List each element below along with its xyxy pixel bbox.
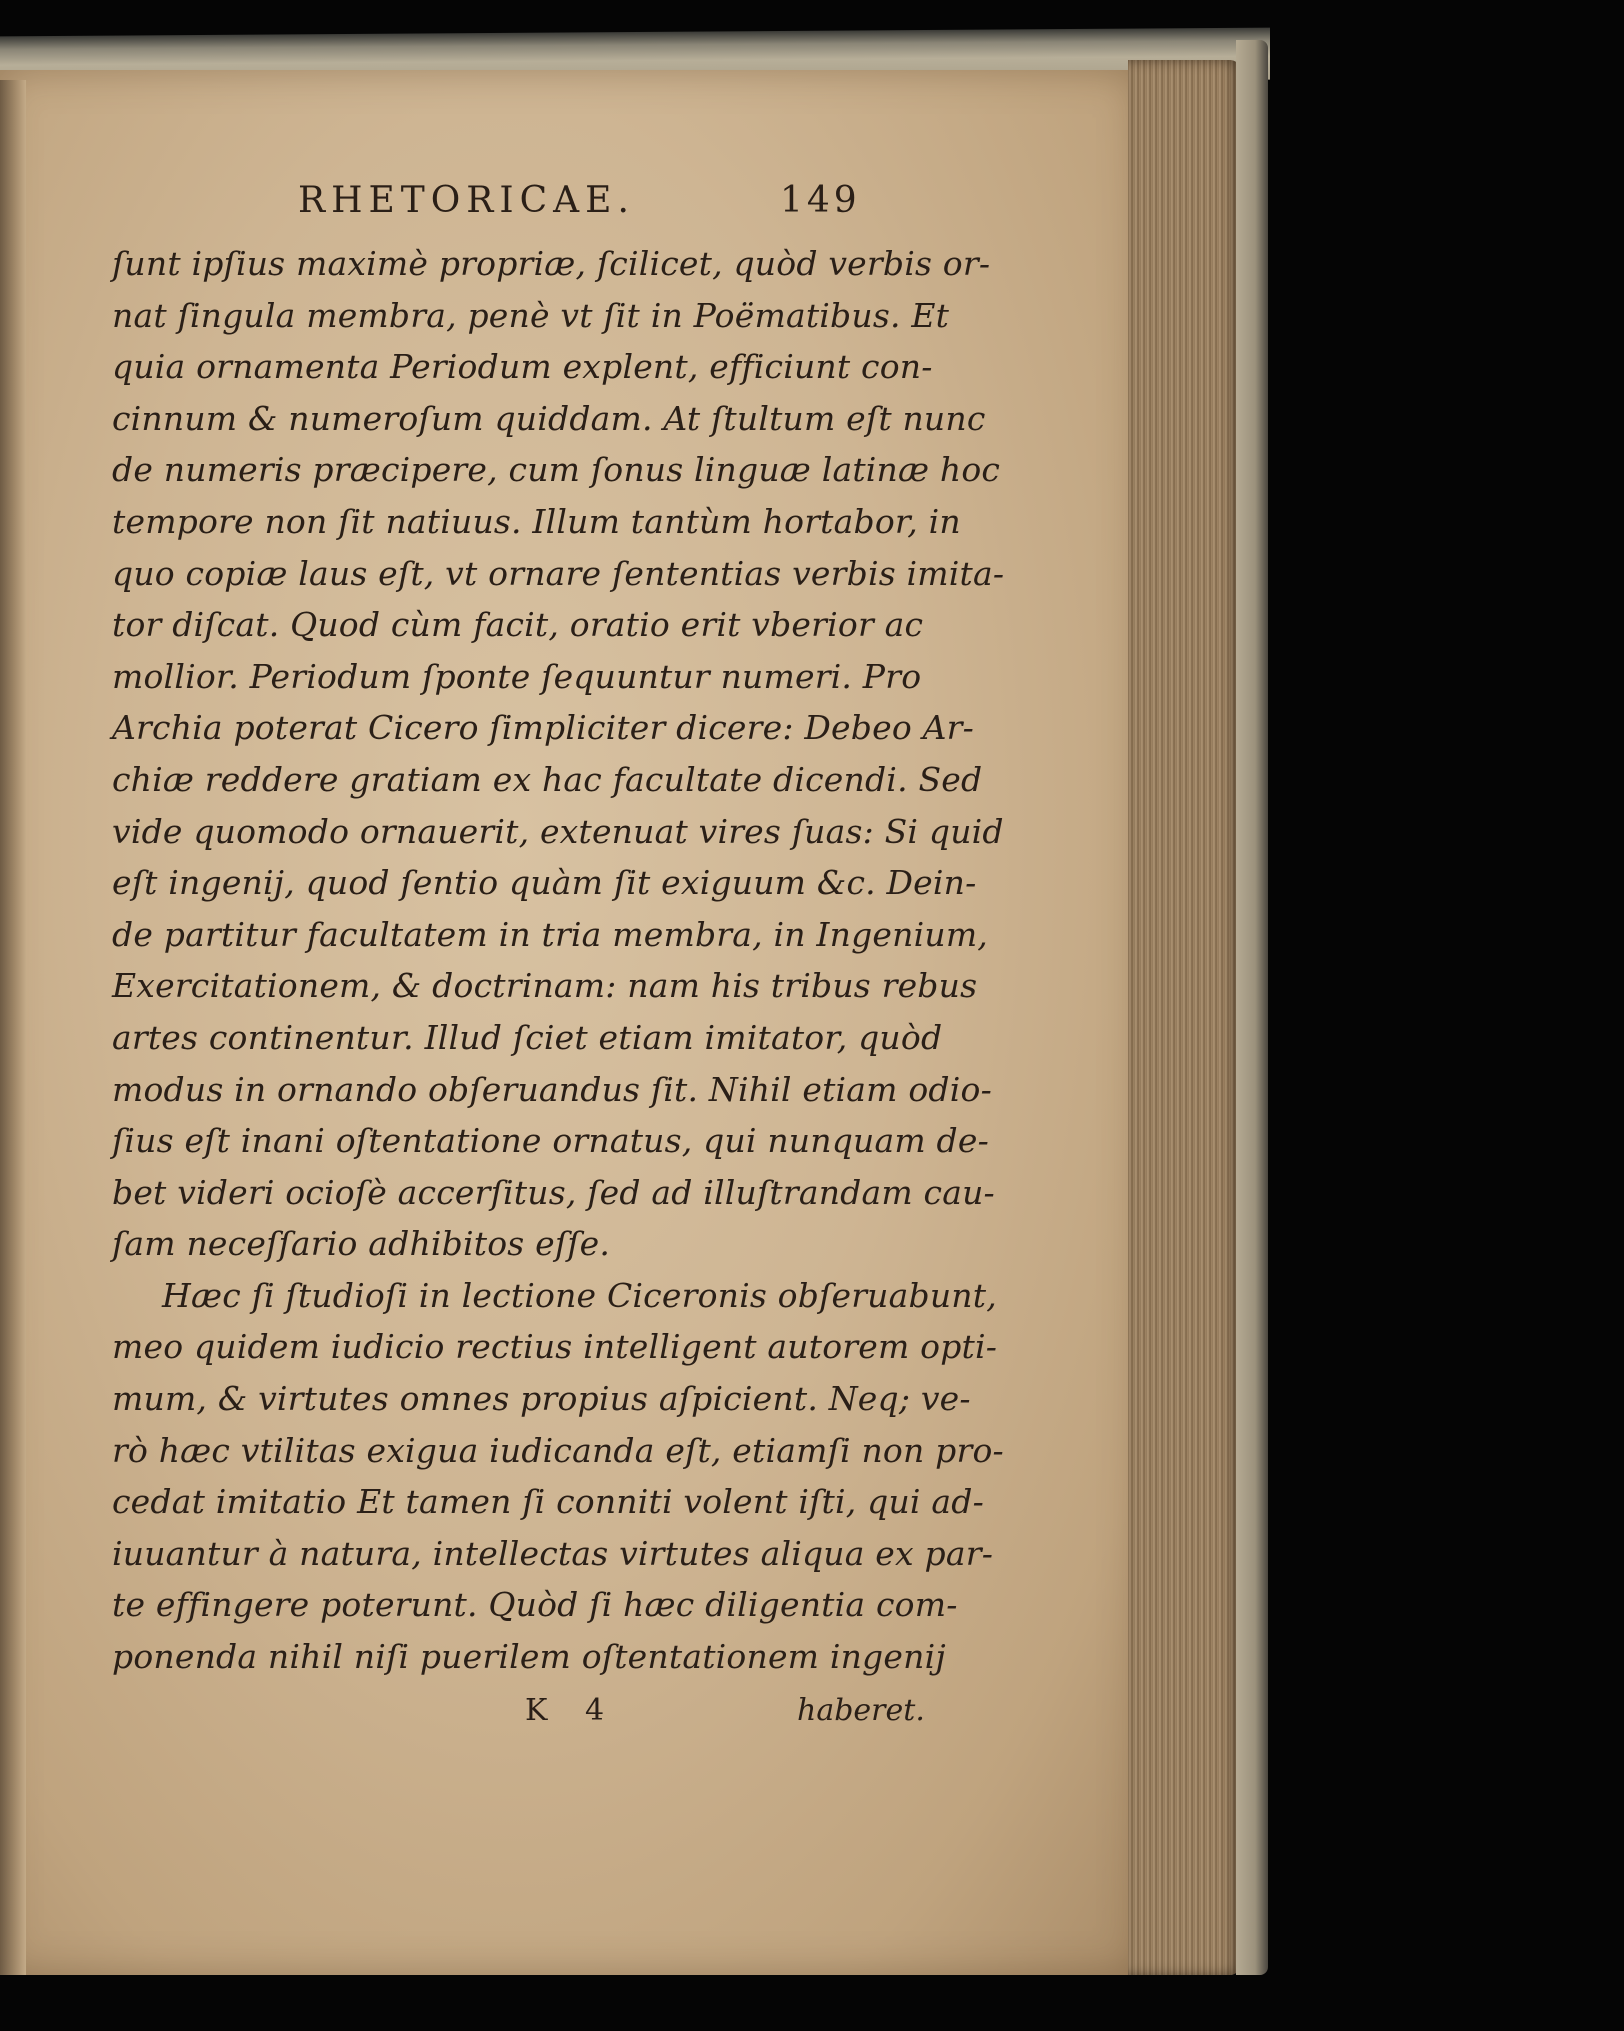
catchword: haberet. <box>797 1692 925 1728</box>
text-line: Exercitationem, & doctrinam: nam his tribus rebus <box>112 966 978 1006</box>
text-line: artes continentur. Illud ſciet etiam imitator, quòd <box>112 1017 943 1057</box>
text-line: tempore non ſit natiuus. Illum tantùm hortabor, in <box>112 501 961 541</box>
text-line: nat ſingula membra, penè vt ſit in Poëmatibus. Et <box>112 295 950 335</box>
text-line: ſam neceſſario adhibitos eſſe. <box>112 1224 611 1264</box>
page-footer <box>112 1692 925 1745</box>
running-head <box>112 180 912 238</box>
text-line: quo copiæ laus eſt, vt ornare ſententias verbis imita- <box>112 553 1005 593</box>
text-line: mum, & virtutes omnes propius aſpicient. Neq; ve- <box>112 1379 971 1419</box>
facing-page-gutter <box>0 80 26 1975</box>
text-line: modus in ornando obſeruandus ſit. Nihil etiam odio- <box>112 1069 992 1109</box>
text-line: meo quidem iudicio rectius intelligent autorem opti- <box>112 1327 998 1367</box>
text-line: chiæ reddere gratiam ex hac facultate dicendi. Sed <box>112 759 983 799</box>
text-line: de numeris præcipere, cum ſonus linguæ latinæ hoc <box>112 450 1001 490</box>
text-line: tor diſcat. Quod cùm facit, oratio erit vberior ac <box>112 605 924 645</box>
text-line: vide quomodo ornauerit, extenuat vires ſuas: Si quid <box>112 811 1004 851</box>
text-line: mollior. Periodum ſponte ſequuntur numeri. Pro <box>112 656 922 696</box>
signature-mark: K 4 <box>525 1692 619 1728</box>
text-line: Hæc ſi ſtudioſi in lectione Ciceronis obſeruabunt, <box>162 1275 997 1315</box>
text-line: cinnum & numeroſum quiddam. At ſtultum eſt nunc <box>112 398 986 438</box>
body-text <box>112 238 1005 1683</box>
text-line: eſt ingenij, quod ſentio quàm ſit exiguum &c. Dein- <box>112 863 977 903</box>
text-line: ſius eſt inani oſtentatione ornatus, qui nunquam de- <box>112 1121 989 1161</box>
text-line: te effingere poterunt. Quòd ſi hæc diligentia com- <box>112 1585 958 1625</box>
text-line: bet videri ocioſè accerſitus, ſed ad illuſtrandam cau- <box>112 1172 995 1212</box>
text-line: de partitur facultatem in tria membra, in Ingenium, <box>112 914 988 954</box>
text-line: ſunt ipſius maximè propriæ, ſcilicet, quòd verbis or- <box>112 244 991 283</box>
text-line: ponenda nihil niſi puerilem oſtentationem ingenij <box>112 1637 946 1677</box>
text-block <box>112 180 1005 1745</box>
cover-right-edge <box>1236 40 1268 1975</box>
text-line: rò hæc vtilitas exigua iudicanda eſt, etiamſi non pro- <box>112 1430 1004 1470</box>
page-number: 149 <box>780 180 861 221</box>
text-line: cedat imitatio Et tamen ſi conniti volent iſti, qui ad- <box>112 1482 984 1522</box>
page-edges <box>1128 60 1240 1975</box>
text-line: Archia poterat Cicero ſimpliciter dicere: Debeo Ar- <box>112 708 974 748</box>
text-line: quia ornamenta Periodum explent, efficiunt con- <box>112 347 933 387</box>
text-line: iuuantur à natura, intellectas virtutes aliqua ex par- <box>112 1533 994 1573</box>
running-head-title: RHETORICAE. <box>298 180 635 221</box>
